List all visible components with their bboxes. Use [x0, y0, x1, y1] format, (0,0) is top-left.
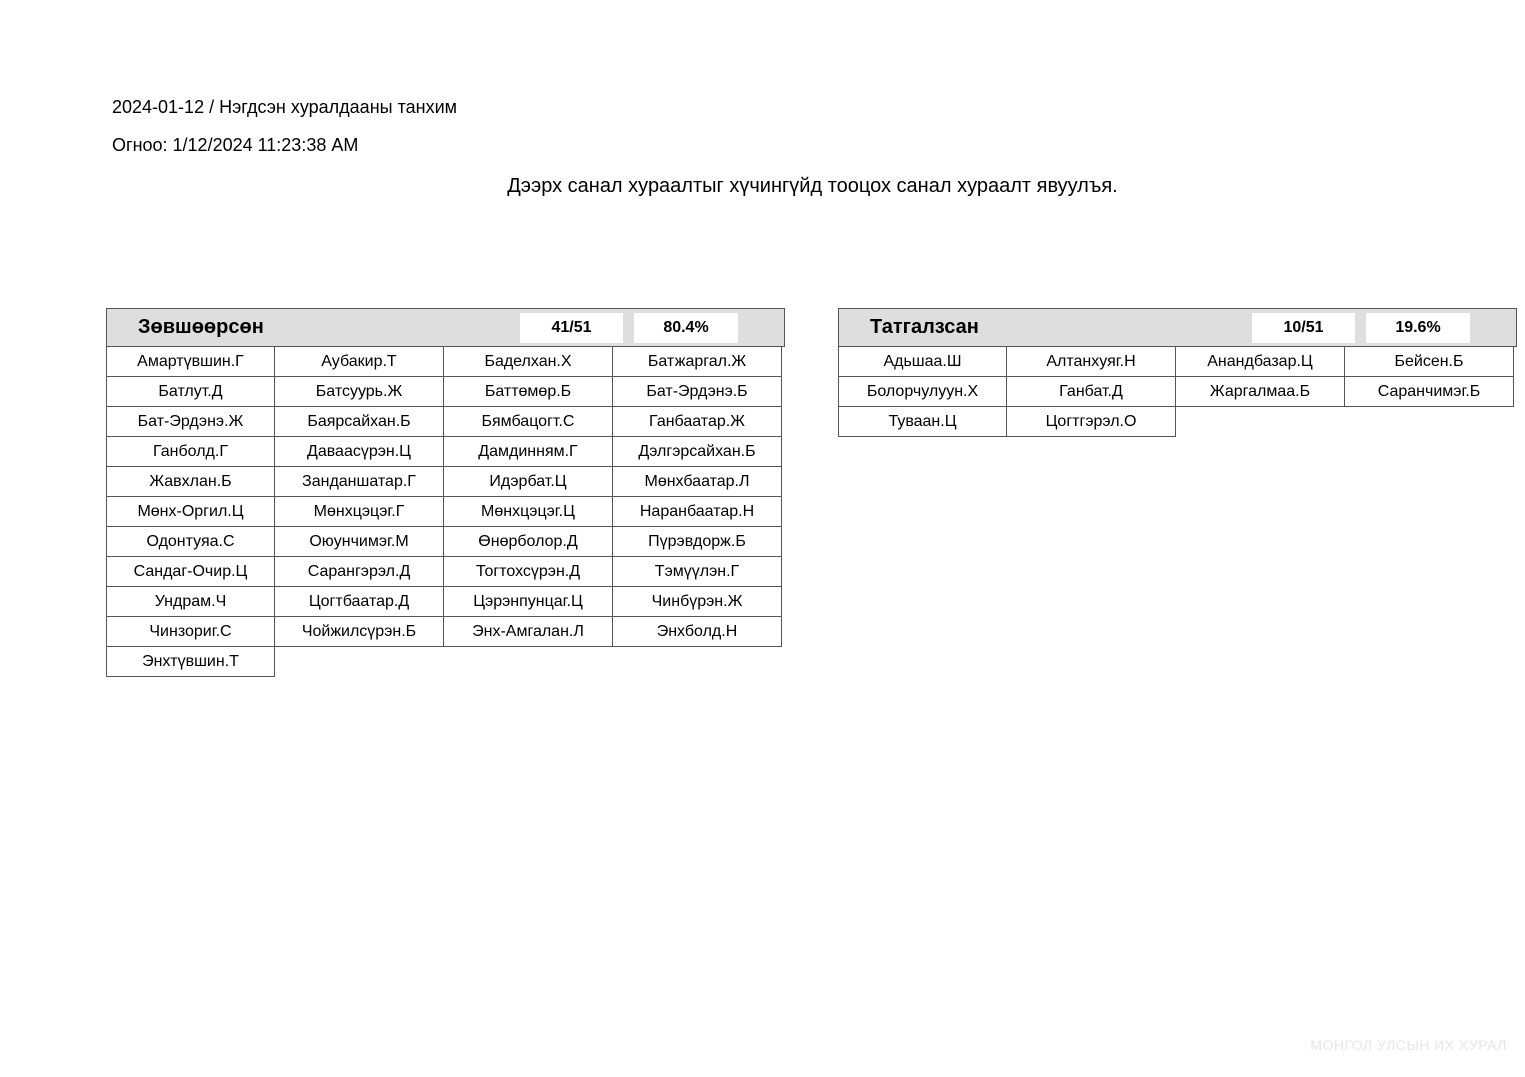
- member-name-cell: Батжаргал.Ж: [613, 347, 782, 377]
- member-name-cell: Энхболд.Н: [613, 617, 782, 647]
- approved-names-grid: [106, 347, 785, 677]
- member-name-cell: Мөнхбаатар.Л: [613, 467, 782, 497]
- member-name-cell: Баделхан.Х: [444, 347, 613, 377]
- member-name-cell: Чинзориг.С: [106, 617, 275, 647]
- member-name-cell: Сарангэрэл.Д: [275, 557, 444, 587]
- member-name-cell: Өнөрболор.Д: [444, 527, 613, 557]
- rejected-count: 10/51: [1252, 313, 1355, 343]
- rejected-header: [838, 308, 1517, 347]
- member-name-cell: Анандбазар.Ц: [1176, 347, 1345, 377]
- member-name-cell: Ганбаатар.Ж: [613, 407, 782, 437]
- member-name-cell: Дамдинням.Г: [444, 437, 613, 467]
- member-name-cell: Мөнхцэцэг.Ц: [444, 497, 613, 527]
- rejected-panel: [838, 308, 1517, 437]
- approved-title: Зөвшөөрсөн: [138, 316, 264, 338]
- rejected-percent: 19.6%: [1366, 313, 1470, 343]
- approved-percent: 80.4%: [634, 313, 738, 343]
- member-name-cell: Цэрэнпунцаг.Ц: [444, 587, 613, 617]
- member-name-cell: Оюунчимэг.М: [275, 527, 444, 557]
- member-name-cell: Баттөмөр.Б: [444, 377, 613, 407]
- member-name-cell: Ганбат.Д: [1007, 377, 1176, 407]
- approved-count: 41/51: [520, 313, 623, 343]
- member-name-cell: Жавхлан.Б: [106, 467, 275, 497]
- member-name-cell: Пүрэвдорж.Б: [613, 527, 782, 557]
- member-name-cell: Саранчимэг.Б: [1345, 377, 1514, 407]
- member-name-cell: Ундрам.Ч: [106, 587, 275, 617]
- member-name-cell: Бат-Эрдэнэ.Ж: [106, 407, 275, 437]
- member-name-cell: Алтанхуяг.Н: [1007, 347, 1176, 377]
- member-name-cell: Мөнх-Оргил.Ц: [106, 497, 275, 527]
- member-name-cell: Цогтбаатар.Д: [275, 587, 444, 617]
- member-name-cell: Цогтгэрэл.О: [1007, 407, 1176, 437]
- member-name-cell: Идэрбат.Ц: [444, 467, 613, 497]
- member-name-cell: Аубакир.Т: [275, 347, 444, 377]
- header-session-line: 2024-01-12 / Нэгдсэн хуралдааны танхим: [112, 97, 457, 117]
- member-name-cell: Ганболд.Г: [106, 437, 275, 467]
- member-name-cell: Болорчулуун.Х: [838, 377, 1007, 407]
- member-name-cell: Батсуурь.Ж: [275, 377, 444, 407]
- approved-panel: [106, 308, 785, 677]
- member-name-cell: Чинбүрэн.Ж: [613, 587, 782, 617]
- member-name-cell: Сандаг-Очир.Ц: [106, 557, 275, 587]
- member-name-cell: Баярсайхан.Б: [275, 407, 444, 437]
- member-name-cell: Энхтүвшин.Т: [106, 647, 275, 677]
- member-name-cell: Жаргалмаа.Б: [1176, 377, 1345, 407]
- member-name-cell: Тэмүүлэн.Г: [613, 557, 782, 587]
- member-name-cell: Бейсен.Б: [1345, 347, 1514, 377]
- member-name-cell: Туваан.Ц: [838, 407, 1007, 437]
- member-name-cell: Одонтуяа.С: [106, 527, 275, 557]
- member-name-cell: Чойжилсүрэн.Б: [275, 617, 444, 647]
- member-name-cell: Дэлгэрсайхан.Б: [613, 437, 782, 467]
- rejected-names-grid: [838, 347, 1517, 437]
- member-name-cell: Амартүвшин.Г: [106, 347, 275, 377]
- member-name-cell: Энх-Амгалан.Л: [444, 617, 613, 647]
- member-name-cell: Адьшаа.Ш: [838, 347, 1007, 377]
- member-name-cell: Занданшатар.Г: [275, 467, 444, 497]
- member-name-cell: Тогтохсүрэн.Д: [444, 557, 613, 587]
- approved-header: [106, 308, 785, 347]
- member-name-cell: Мөнхцэцэг.Г: [275, 497, 444, 527]
- header-date-line: Огноо: 1/12/2024 11:23:38 AM: [112, 135, 359, 155]
- member-name-cell: Наранбаатар.Н: [613, 497, 782, 527]
- rejected-title: Татгалзсан: [870, 316, 979, 338]
- member-name-cell: Бямбацогт.С: [444, 407, 613, 437]
- motion-text: Дээрх санал хураалтыг хүчингүйд тооцох санал хураалт явуулъя.: [507, 175, 1118, 197]
- member-name-cell: Бат-Эрдэнэ.Б: [613, 377, 782, 407]
- watermark: МОНГОЛ УЛСЫН ИХ ХУРАЛ: [1310, 1037, 1507, 1053]
- member-name-cell: Даваасүрэн.Ц: [275, 437, 444, 467]
- member-name-cell: Батлут.Д: [106, 377, 275, 407]
